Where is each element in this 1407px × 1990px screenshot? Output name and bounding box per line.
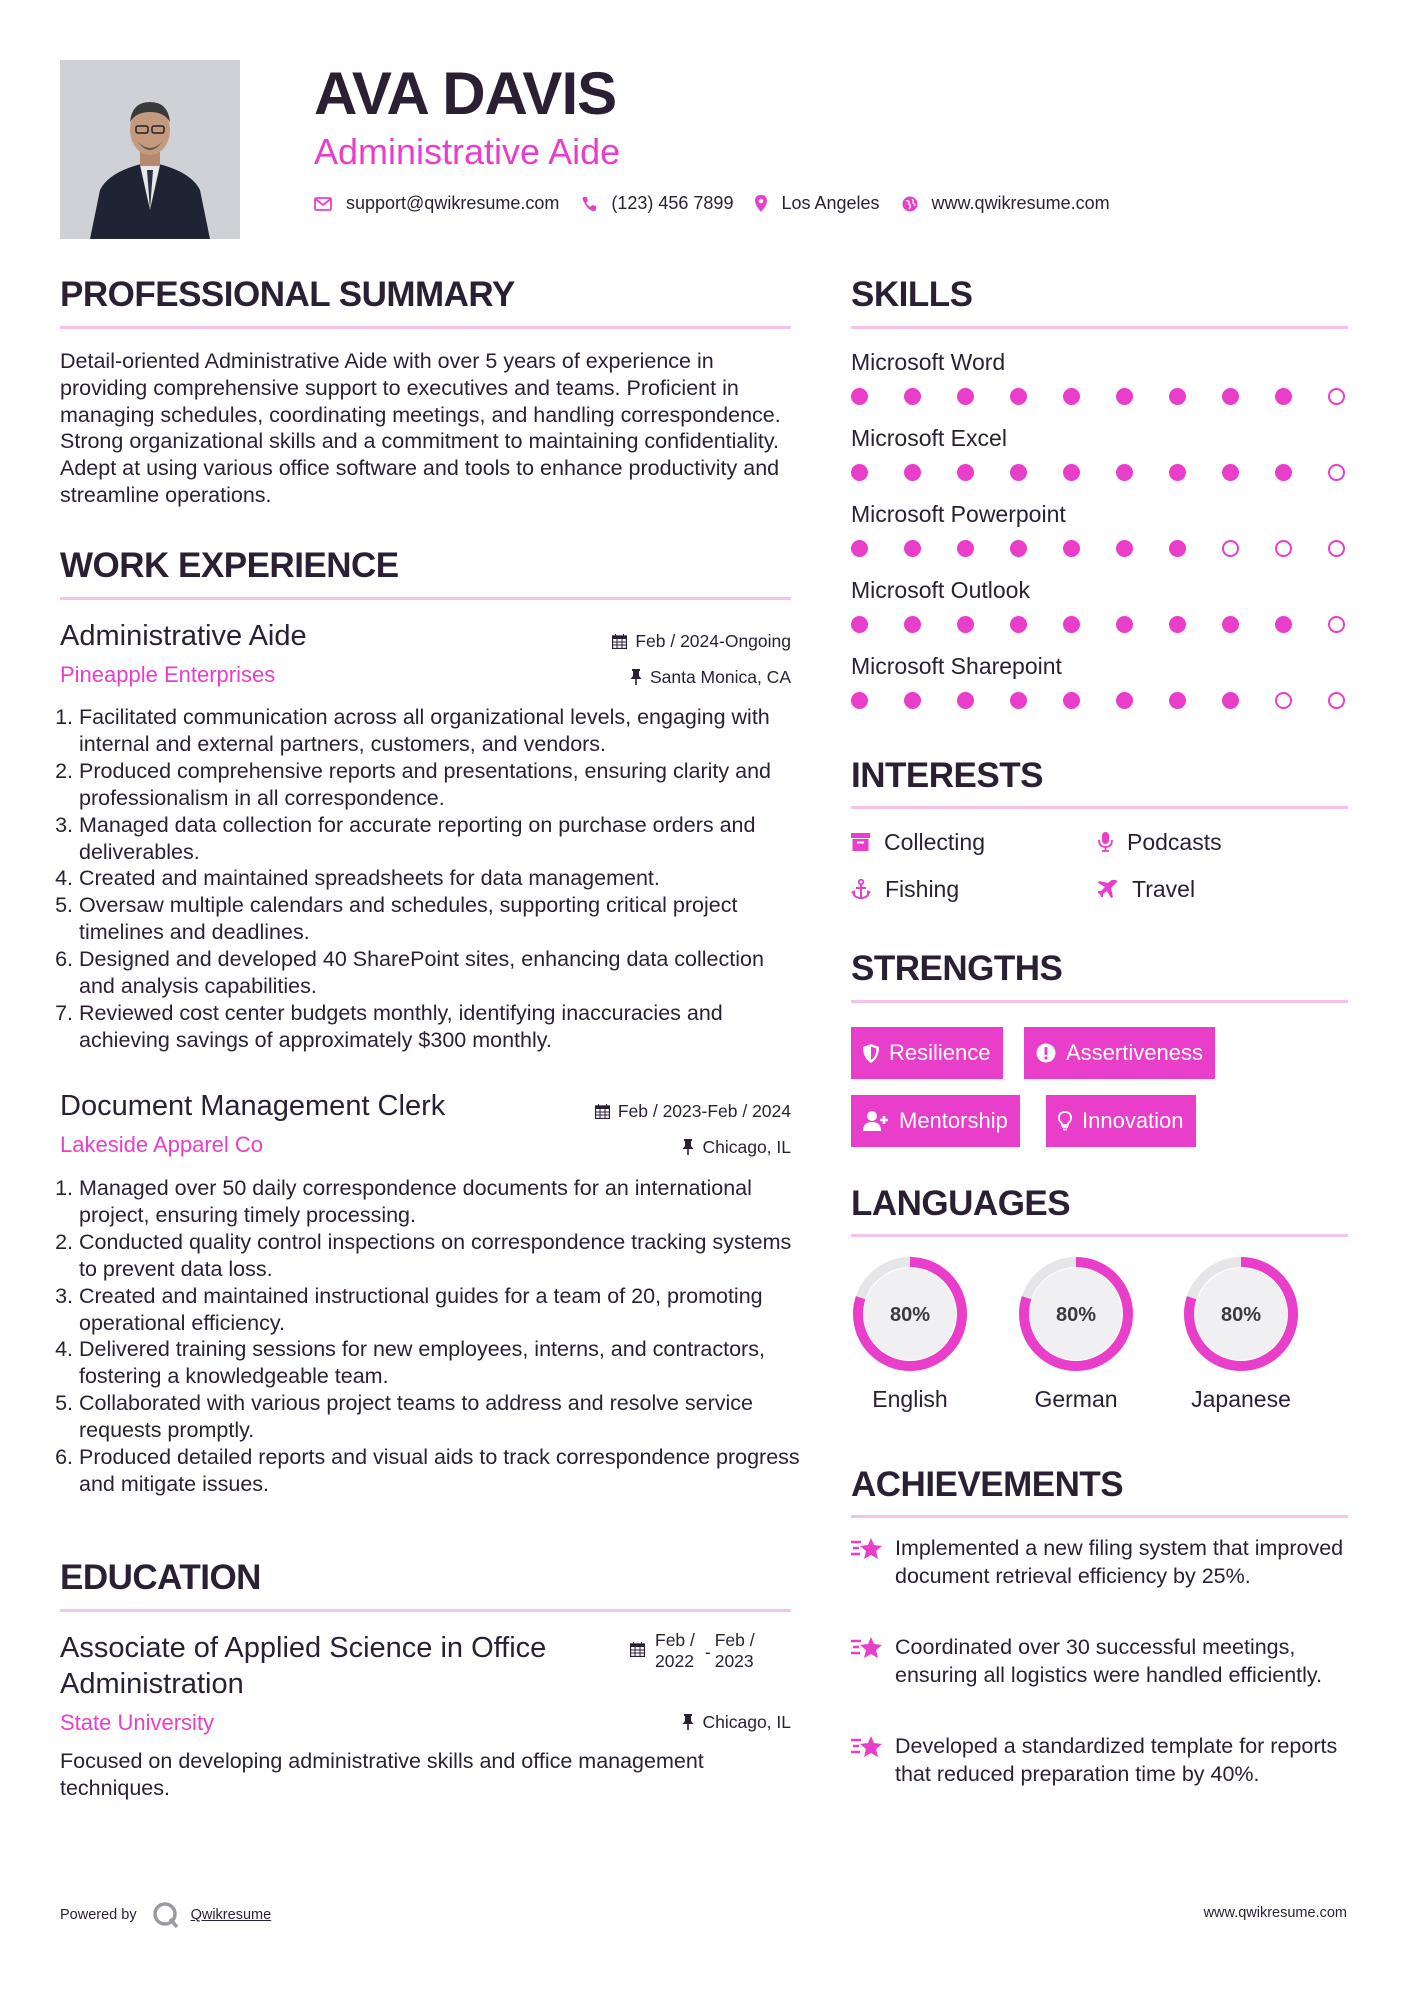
skill-name: Microsoft Excel xyxy=(851,425,1007,451)
education-start-year: 2022 xyxy=(655,1651,694,1671)
strength-badge-mentorship xyxy=(851,1095,1020,1147)
rating-dot-filled xyxy=(1116,540,1133,557)
user-plus-icon xyxy=(863,1111,889,1131)
achievement-text: Coordinated over 30 successful meetings, ensuring all logistics were handled efficiently. xyxy=(895,1635,1323,1687)
job-1-dates-text: Feb / 2024-Ongoing xyxy=(635,631,791,651)
rating-dot-empty xyxy=(1328,692,1345,709)
exclamation-icon xyxy=(1036,1043,1056,1063)
job-1-role: Administrative Aide xyxy=(60,620,307,652)
interests-heading: INTERESTS xyxy=(851,756,1043,795)
envelope-icon xyxy=(314,197,332,211)
job-2-dates xyxy=(595,1100,791,1122)
language-item xyxy=(1011,1252,1141,1413)
language-name: English xyxy=(872,1386,948,1412)
rating-dot-filled xyxy=(1275,388,1292,405)
contact-phone[interactable] xyxy=(581,193,733,214)
job-2-company: Lakeside Apparel Co xyxy=(60,1132,264,1157)
rating-dot-filled xyxy=(1116,388,1133,405)
language-donut xyxy=(848,1252,972,1376)
achievements-heading: ACHIEVEMENTS xyxy=(851,1465,1124,1504)
skill-rating xyxy=(851,388,1345,405)
footer-powered-by xyxy=(60,1900,271,1930)
pushpin-icon xyxy=(682,1139,694,1155)
pushpin-icon xyxy=(682,1714,694,1730)
rating-dot-filled xyxy=(957,464,974,481)
map-pin-icon xyxy=(755,195,767,212)
education-end-label: Feb / xyxy=(714,1630,755,1650)
language-name: German xyxy=(1034,1386,1118,1412)
strength-badge-resilience xyxy=(851,1027,1003,1079)
shooting-star-icon xyxy=(851,1536,883,1562)
rating-dot-filled xyxy=(1275,464,1292,481)
list-item: 3. Created and maintained instructional guides for a team of 20, promoting operational efficiency. xyxy=(79,1283,800,1337)
rating-dot-filled xyxy=(1063,388,1080,405)
rating-dot-filled xyxy=(1116,616,1133,633)
rating-dot-filled xyxy=(1222,692,1239,709)
skill-name: Microsoft Sharepoint xyxy=(851,653,1062,679)
skill-name: Microsoft Powerpoint xyxy=(851,501,1066,527)
achievement-text: Developed a standardized template for reports that reduced preparation time by 40%. xyxy=(895,1734,1338,1786)
list-item: 2. Conducted quality control inspections on correspondence tracking systems to prevent data loss. xyxy=(79,1229,800,1283)
rating-dot-filled xyxy=(1063,464,1080,481)
education-start-label: Feb / xyxy=(655,1630,695,1650)
rating-dot-filled xyxy=(1063,540,1080,557)
globe-icon xyxy=(902,196,918,212)
rating-dot-filled xyxy=(1222,388,1239,405)
rating-dot-filled xyxy=(1169,464,1186,481)
shield-icon xyxy=(863,1044,879,1063)
job-1-location-text: Santa Monica, CA xyxy=(649,667,791,687)
phone-text: (123) 456 7899 xyxy=(611,193,734,213)
rating-dot-filled xyxy=(1222,464,1239,481)
rating-dot-empty xyxy=(1275,540,1292,557)
degree-title: Associate of Applied Science in Office Administration xyxy=(60,1632,547,1700)
qwikresume-logo-icon xyxy=(151,1900,181,1930)
skill-name: Microsoft Outlook xyxy=(851,577,1030,603)
contact-bar xyxy=(314,193,1132,214)
rating-dot-empty xyxy=(1328,540,1345,557)
interest-collecting xyxy=(851,828,985,856)
contact-website[interactable] xyxy=(902,193,1110,214)
anchor-icon xyxy=(851,879,871,899)
list-item: 1. Facilitated communication across all organizational levels, engaging with internal and external partners, customers, and vendors. xyxy=(79,704,800,758)
rating-dot-empty xyxy=(1328,464,1345,481)
rating-dot-filled xyxy=(1169,692,1186,709)
rating-dot-filled xyxy=(1116,464,1133,481)
list-item: 6. Produced detailed reports and visual aids to track correspondence progress and mitigate issues. xyxy=(79,1444,800,1498)
education-date-separator: - xyxy=(704,1642,711,1662)
phone-icon xyxy=(581,196,597,212)
job-1-company: Pineapple Enterprises xyxy=(60,662,276,687)
rating-dot-filled xyxy=(851,540,868,557)
list-item: 4. Delivered training sessions for new employees, interns, and contractors, fostering a knowledgeable team. xyxy=(79,1336,800,1390)
job-2-duties xyxy=(60,1175,800,1498)
rating-dot-filled xyxy=(957,692,974,709)
rating-dot-empty xyxy=(1222,540,1239,557)
rating-dot-filled xyxy=(1010,692,1027,709)
qwikresume-link[interactable]: Qwikresume xyxy=(190,1907,272,1923)
location-text: Los Angeles xyxy=(781,193,880,213)
rating-dot-empty xyxy=(1328,388,1345,405)
rating-dot-empty xyxy=(1328,616,1345,633)
powered-by-text: Powered by xyxy=(60,1907,137,1923)
calendar-icon xyxy=(595,1104,610,1119)
pushpin-icon xyxy=(630,669,642,685)
list-item: 2. Produced comprehensive reports and presentations, ensuring clarity and professionalism in all correspondence. xyxy=(79,758,800,812)
language-item xyxy=(845,1252,975,1413)
achievement-text: Implemented a new filing system that improved document retrieval efficiency by 25%. xyxy=(895,1536,1344,1588)
job-2-location xyxy=(682,1136,791,1158)
rating-dot-filled xyxy=(851,388,868,405)
strength-label: Mentorship xyxy=(899,1108,1008,1133)
list-item: 6. Designed and developed 40 SharePoint sites, enhancing data collection and analysis capabilities. xyxy=(79,946,800,1000)
email-text: support@qwikresume.com xyxy=(346,193,560,213)
skill-rating xyxy=(851,464,1345,481)
calendar-icon xyxy=(612,634,627,649)
skill-rating xyxy=(851,540,1345,557)
work-rule xyxy=(60,597,791,600)
list-item: 4. Created and maintained spreadsheets for data management. xyxy=(79,865,800,892)
rating-dot-filled xyxy=(1275,616,1292,633)
strength-badge-innovation xyxy=(1046,1095,1196,1147)
rating-dot-filled xyxy=(1010,388,1027,405)
strengths-rule xyxy=(851,1000,1348,1003)
candidate-title: Administrative Aide xyxy=(314,131,621,172)
education-end-year: 2023 xyxy=(714,1651,754,1671)
list-item: 5. Collaborated with various project teams to address and resolve service requests promptly. xyxy=(79,1390,800,1444)
rating-dot-filled xyxy=(1063,616,1080,633)
rating-dot-filled xyxy=(1169,388,1186,405)
language-percent: 80% xyxy=(1220,1304,1262,1326)
rating-dot-filled xyxy=(1010,540,1027,557)
strength-label: Resilience xyxy=(889,1040,991,1065)
calendar-icon xyxy=(630,1642,645,1657)
footer-website[interactable]: www.qwikresume.com xyxy=(1203,1905,1347,1921)
work-heading: WORK EXPERIENCE xyxy=(60,546,399,585)
rating-dot-filled xyxy=(1063,692,1080,709)
strength-badge-assertiveness xyxy=(1024,1027,1215,1079)
language-percent: 80% xyxy=(1055,1304,1097,1326)
rating-dot-filled xyxy=(1010,464,1027,481)
list-item: 5. Oversaw multiple calendars and schedules, supporting critical project timelines and deadlines. xyxy=(79,892,800,946)
rating-dot-filled xyxy=(1116,692,1133,709)
languages-heading: LANGUAGES xyxy=(851,1184,1071,1223)
skills-heading: SKILLS xyxy=(851,275,973,314)
interest-podcasts xyxy=(1098,828,1222,856)
rating-dot-filled xyxy=(1169,616,1186,633)
language-percent: 80% xyxy=(889,1304,931,1326)
interests-rule xyxy=(851,806,1348,809)
rating-dot-filled xyxy=(904,616,921,633)
rating-dot-filled xyxy=(904,388,921,405)
shooting-star-icon xyxy=(851,1734,883,1760)
rating-dot-filled xyxy=(957,616,974,633)
skills-rule xyxy=(851,326,1348,329)
rating-dot-filled xyxy=(851,464,868,481)
strength-label: Innovation xyxy=(1082,1108,1184,1133)
rating-dot-filled xyxy=(851,616,868,633)
summary-rule xyxy=(60,326,791,329)
list-item: 7. Reviewed cost center budgets monthly, identifying inaccuracies and achieving savings of approximately $300 monthly. xyxy=(79,1000,800,1054)
job-2-location-text: Chicago, IL xyxy=(702,1137,791,1157)
interest-label: Fishing xyxy=(885,876,960,902)
language-name: Japanese xyxy=(1191,1386,1291,1412)
education-location xyxy=(682,1711,791,1733)
job-1-location xyxy=(630,666,791,688)
achievements-rule xyxy=(851,1515,1348,1518)
interest-fishing xyxy=(851,875,959,903)
rating-dot-filled xyxy=(904,692,921,709)
summary-text: Detail-oriented Administrative Aide with over 5 years of experience in providing comprehensive support to executives and teams. Proficient in managing schedules, coordinating meetings, and handling correspondence. Strong organizational skills and a commitment to maintaining confidentiality. Adept at using various office software and tools to enhance productivity and streamline operations. xyxy=(60,349,781,507)
job-1-dates xyxy=(612,630,791,652)
list-item: 3. Managed data collection for accurate reporting on purchase orders and deliverables. xyxy=(79,812,800,866)
achievement-item xyxy=(851,1732,1351,1788)
education-dates xyxy=(630,1630,755,1672)
plane-icon xyxy=(1098,880,1118,898)
shooting-star-icon xyxy=(851,1635,883,1661)
profile-photo xyxy=(60,60,240,239)
rating-dot-filled xyxy=(851,692,868,709)
rating-dot-empty xyxy=(1275,692,1292,709)
job-2-dates-text: Feb / 2023-Feb / 2024 xyxy=(617,1101,791,1121)
education-rule xyxy=(60,1609,791,1612)
rating-dot-filled xyxy=(1169,540,1186,557)
languages-rule xyxy=(851,1234,1348,1237)
job-1-duties xyxy=(60,704,800,1054)
achievement-item xyxy=(851,1633,1351,1689)
achievement-item xyxy=(851,1534,1351,1590)
rating-dot-filled xyxy=(904,464,921,481)
list-item: 1. Managed over 50 daily correspondence documents for an international project, ensuring timely processing. xyxy=(79,1175,800,1229)
candidate-name: AVA DAVIS xyxy=(314,60,617,127)
strengths-heading: STRENGTHS xyxy=(851,949,1063,988)
microphone-icon xyxy=(1098,832,1113,852)
archive-icon xyxy=(851,833,870,851)
rating-dot-filled xyxy=(1010,616,1027,633)
contact-email[interactable] xyxy=(314,193,559,214)
language-donut xyxy=(1179,1252,1303,1376)
strength-label: Assertiveness xyxy=(1066,1040,1203,1065)
contact-location xyxy=(755,193,879,214)
education-heading: EDUCATION xyxy=(60,1558,261,1597)
job-2-role: Document Management Clerk xyxy=(60,1090,446,1122)
summary-heading: PROFESSIONAL SUMMARY xyxy=(60,275,515,314)
skill-rating xyxy=(851,616,1345,633)
education-location-text: Chicago, IL xyxy=(702,1712,791,1732)
interest-label: Collecting xyxy=(884,829,985,855)
interest-travel xyxy=(1098,875,1195,903)
skill-rating xyxy=(851,692,1345,709)
interest-label: Podcasts xyxy=(1127,829,1222,855)
school-name: State University xyxy=(60,1710,215,1735)
rating-dot-filled xyxy=(957,388,974,405)
rating-dot-filled xyxy=(904,540,921,557)
interest-label: Travel xyxy=(1132,876,1196,902)
rating-dot-filled xyxy=(957,540,974,557)
education-description: Focused on developing administrative skills and office management techniques. xyxy=(60,1749,704,1800)
website-text: www.qwikresume.com xyxy=(931,193,1110,213)
rating-dot-filled xyxy=(1222,616,1239,633)
language-item xyxy=(1176,1252,1306,1413)
language-donut xyxy=(1014,1252,1138,1376)
lightbulb-icon xyxy=(1058,1111,1072,1131)
skill-name: Microsoft Word xyxy=(851,349,1006,375)
